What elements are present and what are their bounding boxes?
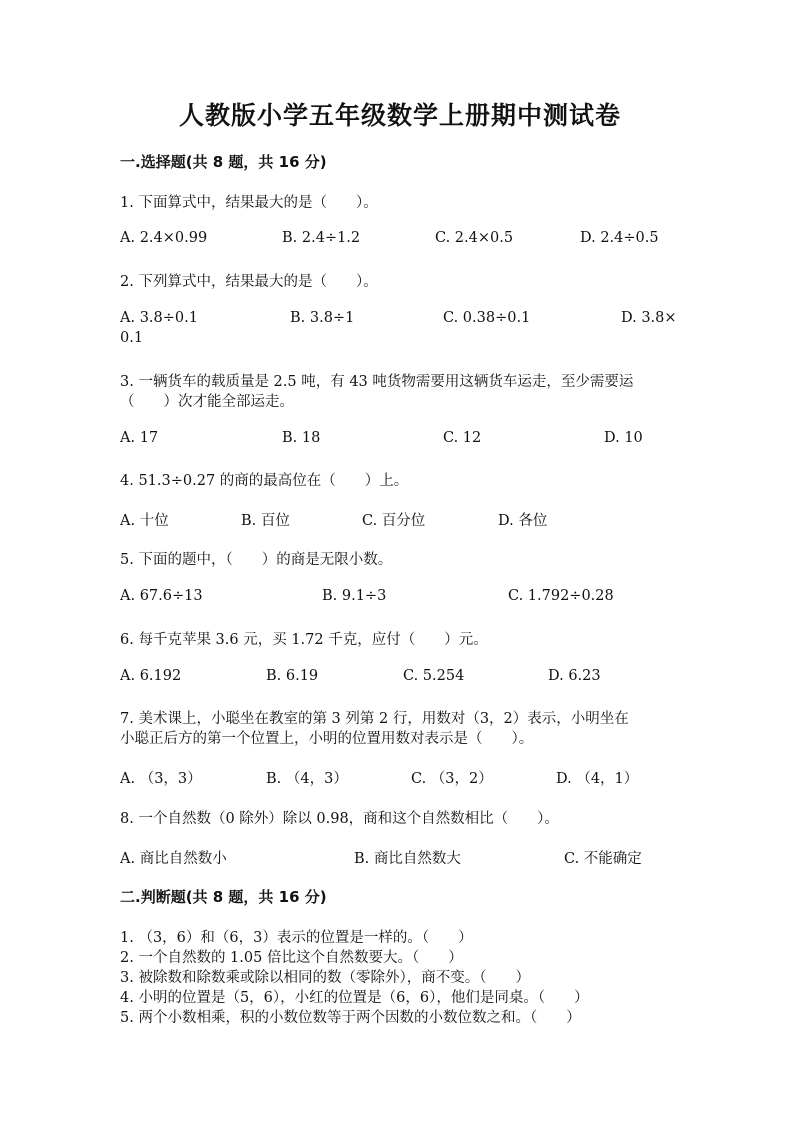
judgment-item-3: 3. 被除数和除数乘或除以相同的数（零除外），商不变。（ ） (120, 970, 530, 986)
page-title: 人教版小学五年级数学上册期中测试卷 (178, 101, 621, 130)
q3-option-d: D. 10 (604, 430, 643, 446)
q5-option-b: B. 9.1÷3 (322, 588, 387, 604)
question-7-line2: 小聪正后方的第一个位置上，小明的位置用数对表示是（ ）。 (120, 731, 534, 747)
question-1: 1. 下面算式中，结果最大的是（ ）。 (120, 195, 378, 211)
q7-option-a: A. （3，3） (120, 771, 202, 787)
section-heading-choice: 一.选择题(共 8 题，共 16 分) (120, 153, 327, 171)
section-heading-judgment: 二.判断题(共 8 题，共 16 分) (120, 888, 327, 906)
q4-option-b: B. 百位 (241, 513, 290, 529)
q2-option-d: D. 3.8× (621, 310, 677, 326)
q5-option-c: C. 1.792÷0.28 (508, 588, 614, 604)
q8-option-a: A. 商比自然数小 (120, 851, 227, 867)
question-4: 4. 51.3÷0.27 的商的最高位在（ ）上。 (120, 473, 409, 489)
q6-option-b: B. 6.19 (266, 668, 319, 684)
q4-option-a: A. 十位 (120, 513, 169, 529)
q1-option-d: D. 2.4÷0.5 (580, 230, 659, 246)
judgment-item-4: 4. 小明的位置是（5，6），小红的位置是（6，6），他们是同桌。（ ） (120, 990, 589, 1006)
q2-option-a: A. 3.8÷0.1 (120, 310, 198, 326)
question-7: 7. 美术课上，小聪坐在教室的第 3 列第 2 行，用数对（3，2）表示，小明坐在 (120, 711, 629, 727)
q3-option-c: C. 12 (443, 430, 482, 446)
q1-option-b: B. 2.4÷1.2 (282, 230, 361, 246)
q7-option-b: B. （4，3） (266, 771, 348, 787)
q8-option-c: C. 不能确定 (564, 851, 642, 867)
q7-option-d: D. （4，1） (556, 771, 639, 787)
question-3-line2: （ ）次才能全部运走。 (120, 394, 294, 410)
q8-option-b: B. 商比自然数大 (354, 851, 461, 867)
q1-option-a: A. 2.4×0.99 (120, 230, 208, 246)
q4-option-c: C. 百分位 (362, 513, 426, 529)
q6-option-d: D. 6.23 (548, 668, 601, 684)
q1-option-c: C. 2.4×0.5 (435, 230, 514, 246)
q3-option-b: B. 18 (282, 430, 321, 446)
q5-option-a: A. 67.6÷13 (120, 588, 203, 604)
q6-option-a: A. 6.192 (120, 668, 182, 684)
judgment-item-5: 5. 两个小数相乘，积的小数位数等于两个因数的小数位数之和。（ ） (120, 1010, 581, 1026)
q4-option-d: D. 各位 (498, 513, 548, 529)
q7-option-c: C. （3，2） (411, 771, 493, 787)
question-2: 2. 下列算式中，结果最大的是（ ）。 (120, 274, 378, 290)
q3-option-a: A. 17 (120, 430, 159, 446)
judgment-item-2: 2. 一个自然数的 1.05 倍比这个自然数要大。（ ） (120, 950, 463, 966)
q2-option-b: B. 3.8÷1 (290, 310, 355, 326)
q2-option-c: C. 0.38÷0.1 (443, 310, 531, 326)
question-6: 6. 每千克苹果 3.6 元，买 1.72 千克，应付（ ）元。 (120, 632, 488, 648)
q2-option-d-wrap: 0.1 (120, 330, 144, 346)
q6-option-c: C. 5.254 (403, 668, 465, 684)
judgment-item-1: 1. （3，6）和（6，3）表示的位置是一样的。（ ） (120, 930, 473, 946)
question-3: 3. 一辆货车的载质量是 2.5 吨，有 43 吨货物需要用这辆货车运走，至少需要运 (120, 374, 634, 390)
question-5: 5. 下面的题中，（ ）的商是无限小数。 (120, 552, 393, 568)
question-8: 8. 一个自然数（0 除外）除以 0.98，商和这个自然数相比（ ）。 (120, 811, 559, 827)
